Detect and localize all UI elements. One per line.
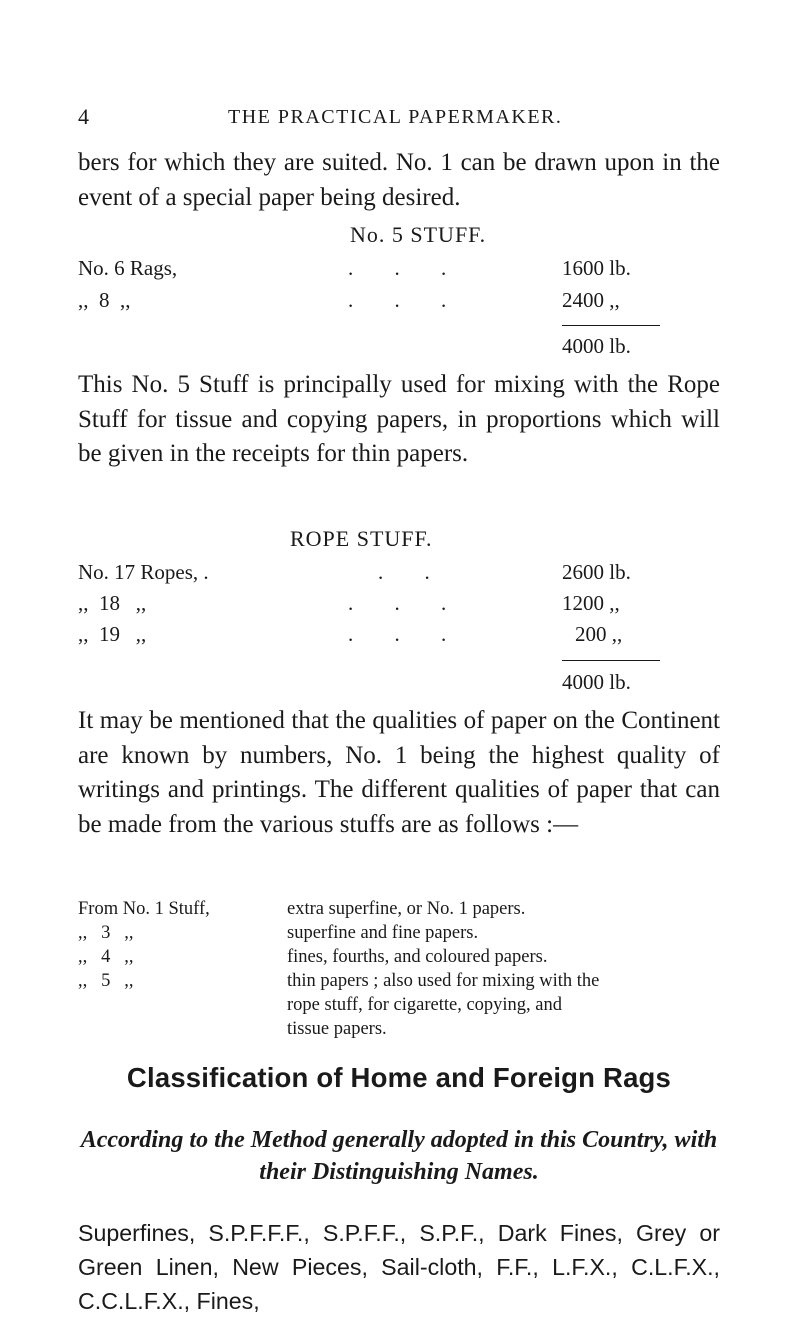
row-amount: 200 ,, (575, 622, 623, 646)
total-amount: 4000 lb. (562, 334, 631, 358)
sum-rule (562, 660, 660, 661)
leader-dots: . . . (348, 256, 465, 280)
row-label: ,, 8 ,, (78, 288, 131, 312)
row-label: No. 17 Ropes, . (78, 560, 209, 584)
quality-text: fines, fourths, and coloured papers. (287, 947, 548, 967)
sum-rule (562, 325, 660, 326)
table-title-no5-stuff: No. 5 STUFF. (350, 222, 487, 247)
quality-source: From No. 1 Stuff, (78, 899, 210, 919)
table-row (78, 256, 720, 284)
table-row (78, 288, 720, 316)
table-row (78, 622, 720, 650)
quality-source: ,, 3 ,, (78, 923, 134, 943)
row-label: ,, 18 ,, (78, 591, 147, 615)
paragraph-continent-qualities: It may be mentioned that the qualities of paper on the Continent are known by numbers, No. 1 being the highest quality of writings and printings. The different qualities of paper that can be made from the various stuffs are as follows :— (78, 707, 720, 838)
quality-text: thin papers ; also used for mixing with the (287, 971, 600, 991)
table-total-row (78, 670, 720, 698)
quality-text: extra superfine, or No. 1 papers. (287, 899, 526, 919)
page-header (78, 104, 718, 134)
section-heading: Classification of Home and Foreign Rags (126, 1062, 672, 1093)
running-head: THE PRACTICAL PAPERMAKER. (228, 106, 563, 128)
quality-text: superfine and fine papers. (287, 923, 479, 943)
table-total-row (78, 334, 720, 362)
row-label: ,, 19 ,, (78, 622, 147, 646)
leader-dots: . . . (348, 591, 465, 615)
row-amount: 2600 lb. (562, 560, 631, 584)
paragraph-no5-stuff: This No. 5 Stuff is principally used for mixing with the Rope Stuff for tissue and copying papers, in proportions which will be given in the receipts for thin papers. (78, 371, 720, 467)
total-amount: 4000 lb. (562, 670, 631, 694)
qualities-list (78, 898, 720, 1038)
leader-dots: . . (378, 560, 448, 584)
paragraph-rag-names: Superfines, S.P.F.F.F., S.P.F.F., S.P.F., Dark Fines, Grey or Green Linen, New Pieces, Sail-cloth, F.F., L.F.X., C.L.F.X., C.C.L.F.X., Fines, (78, 1220, 720, 1314)
paragraph-intro: bers for which they are suited. No. 1 can be drawn upon in the event of a special paper being desired. (78, 149, 720, 211)
row-amount: 1200 ,, (562, 591, 620, 615)
leader-dots: . . . (348, 622, 465, 646)
section-subheading: According to the Method generally adopted in this Country, with their Distinguishing Names. (80, 1127, 718, 1185)
quality-source: ,, 5 ,, (78, 971, 134, 991)
table-row (78, 560, 720, 588)
row-amount: 1600 lb. (562, 256, 631, 280)
table-title-rope-stuff: ROPE STUFF. (290, 526, 433, 551)
row-label: No. 6 Rags, (78, 256, 178, 280)
page-number: 4 (78, 104, 89, 129)
quality-text-continued: rope stuff, for cigarette, copying, and (287, 995, 563, 1015)
leader-dots: . . . (348, 288, 465, 312)
table-row (78, 591, 720, 619)
quality-text-continued: tissue papers. (287, 1019, 387, 1039)
row-amount: 2400 ,, (562, 288, 620, 312)
quality-source: ,, 4 ,, (78, 947, 134, 967)
